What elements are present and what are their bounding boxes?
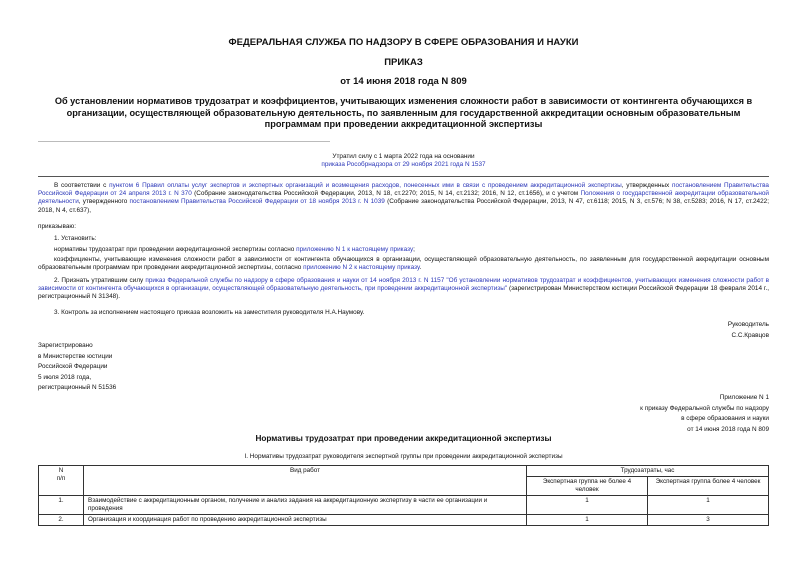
registration-line: Зарегистрировано [38,342,93,349]
header-n: N [58,467,64,474]
appendix-line: Приложение N 1 [719,394,769,401]
order-1157-link[interactable]: приказ Федеральной службы по надзору в сфере образования и науки от 14 ноября 2013 г. N 1157 "Об установлении нормативов трудозатрат и коэффициентов, учитывающих изменения сложности работ в зависимости от контингента обучающихся в организации, осуществляющей образовательную деятельность, при проведении аккредитационной экспертизы" [38,277,769,293]
item-3: 3. Контроль за исполнением настоящего приказа возложить на заместителя руководителя Н.А.Наумову. [54,309,365,316]
cell-n: 2. [39,515,84,526]
registration-block [38,341,116,394]
item-1b-text: . [419,264,422,272]
item-1a-text: нормативы трудозатрат при проведении аккредитационной экспертизы согласно [54,246,297,253]
cell-g1: 1 [527,515,648,526]
table-row [39,496,769,515]
resolution-370-link[interactable]: постановлением Правительства Российской Федерации от 24 апреля 2013 г. N 370 [38,182,769,198]
appendix-line: к приказу Федеральной службы по надзору [640,404,769,412]
header-cell-labor: Трудозатраты, час [527,466,769,477]
preamble-text: (Собрание законодательства Российской Федерации, 2013, N 47, ст.6118; 2015, N 3, ст.576; N 38, ст.5283; 2016, N 17, ст.2422; 2018, N 4, ст.637), [38,198,769,214]
signature-block [500,321,769,340]
registration-line: в Министерстве юстиции [38,352,113,360]
cell-g2: 3 [648,515,769,526]
cell-n: 1. [39,496,84,515]
preamble-text: В соответствии с [54,182,110,189]
doc-date-number: от 14 июня 2018 года N 809 [340,76,467,87]
norms-table [38,465,769,526]
item-1a-text: ; [413,246,415,253]
doc-type: ПРИКАЗ [384,57,423,68]
order-word: приказываю: [38,223,76,230]
status-link[interactable]: приказа Рособрнадзора от 29 ноября 2021 года N 1537 [321,161,486,169]
agency-name: ФЕДЕРАЛЬНАЯ СЛУЖБА ПО НАДЗОРУ В СФЕРЕ ОБРАЗОВАНИЯ И НАУКИ [228,37,579,48]
registration-line: 5 июля 2018 года, [38,373,92,381]
item-1: 1. Установить: [54,235,97,242]
item-2-text: (зарегистрирован Министерством юстиции Российской Федерации 18 февраля 2014 г., регистрационный N 31348). [38,285,770,301]
resolution-1039-link[interactable]: постановлением Правительства Российской Федерации от 18 ноября 2013 г. N 1039 [129,198,385,206]
section-heading: I. Нормативы трудозатрат руководителя экспертной группы при проведении аккредитационной экспертизы [244,453,563,460]
registration-line: Российской Федерации [38,363,108,371]
registration-line: регистрационный N 51536 [38,384,117,392]
header-cell-n [39,466,84,496]
separator-line-full [38,176,769,177]
cell-work: Взаимодействие с аккредитационным органом, получение и анализ задания на аккредитационную экспертизу в части ее организации и проведения [84,496,527,515]
appendix-2-link[interactable]: приложению N 2 к настоящему приказу [303,264,420,272]
table-header-row [39,466,769,477]
appendix-line: в сфере образования и науки [681,415,769,423]
signature-role: Руководитель [727,321,769,328]
preamble-text: (Собрание законодательства Российской Федерации, 2013, N 18, ст.2270; 2015, N 14, ст.2132; 2016, N 12, ст.1656), и с учетом [191,190,581,198]
item-1b [38,256,769,272]
cell-g2: 1 [648,496,769,515]
item-2 [38,277,769,302]
separator-line [38,141,330,142]
appendix-1-link[interactable]: приложению N 1 к настоящему приказу [296,246,414,253]
status-line: Утратил силу с 1 марта 2022 года на основании [332,153,475,160]
regulation-link[interactable]: Положения о государственной аккредитации образовательной деятельности [38,190,769,206]
preamble-text: , утвержденных [621,182,672,189]
status-note [0,153,807,169]
appendix-line: от 14 июня 2018 года N 809 [687,425,769,433]
appendix-title: Нормативы трудозатрат при проведении аккредитационной экспертизы [255,434,552,443]
preamble-paragraph [38,182,769,215]
rules-link[interactable]: пунктом 6 Правил оплаты услуг экспертов и экспертных организаций и возмещения расходов, понесенных ими в связи с проведением аккредитационной экспертизы [109,182,622,189]
item-1a [54,246,415,254]
item-1b-text: коэффициенты, учитывающие изменения сложности работ в зависимости от контингента обучающихся в организации, осуществляющей образовательную деятельность, по заявленным для государственной аккредитации основным образовательным программам при проведении аккредитационной экспертизы, согласно [38,256,769,272]
header-nn: п/п [56,475,66,482]
item-2-text: 2. Признать утратившим силу [54,277,146,284]
cell-g1: 1 [527,496,648,515]
header-cell-group-large: Экспертная группа более 4 человек [648,477,769,496]
cell-work: Организация и координация работ по проведению аккредитационной экспертизы [84,515,527,526]
table-row [39,515,769,526]
signature-name: С.С.Кравцов [731,332,769,340]
doc-title: Об установлении нормативов трудозатрат и коэффициентов, учитывающих изменения сложности работ в зависимости от контингента обучающихся в организации, осуществляющей образовательную деятельность, по заявленным для государственной аккредитации основным образовательным программам при проведении аккредитационной экспертизы [54,96,753,129]
header-cell-group-small: Экспертная группа не более 4 человек [527,477,648,496]
appendix-header [500,393,769,435]
preamble-text: , утвержденного [78,198,130,206]
header-cell-work: Вид работ [84,466,527,496]
